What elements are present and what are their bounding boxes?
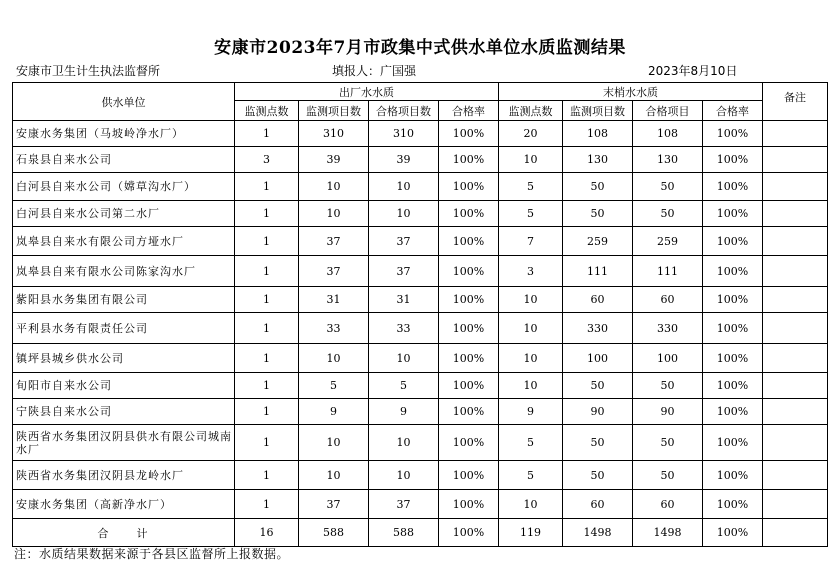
cell-e-rate: 100% bbox=[703, 313, 763, 344]
cell-e-pass: 108 bbox=[633, 121, 703, 147]
cell-e-rate: 100% bbox=[703, 519, 763, 547]
remarks-cell bbox=[763, 461, 828, 490]
remarks-cell bbox=[763, 490, 828, 519]
remarks-cell bbox=[763, 399, 828, 425]
cell-o-items: 10 bbox=[299, 173, 369, 201]
total-label: 合 计 bbox=[13, 519, 235, 547]
cell-o-points: 1 bbox=[235, 399, 299, 425]
remarks-cell bbox=[763, 373, 828, 399]
cell-e-points: 10 bbox=[499, 373, 563, 399]
cell-o-points: 1 bbox=[235, 373, 299, 399]
cell-e-pass: 50 bbox=[633, 201, 703, 227]
cell-o-points: 1 bbox=[235, 201, 299, 227]
cell-o-items: 5 bbox=[299, 373, 369, 399]
cell-o-pass: 10 bbox=[369, 173, 439, 201]
cell-e-items: 259 bbox=[563, 227, 633, 256]
cell-e-pass: 50 bbox=[633, 373, 703, 399]
table-row bbox=[13, 344, 828, 373]
cell-e-items: 50 bbox=[563, 461, 633, 490]
unit-name-cell: 岚皋县自来水有限公司方垭水厂 bbox=[13, 227, 235, 256]
col-header-outlet-items: 监测项目数 bbox=[299, 101, 369, 121]
cell-e-items: 50 bbox=[563, 201, 633, 227]
table-row bbox=[13, 490, 828, 519]
cell-o-rate: 100% bbox=[439, 173, 499, 201]
cell-o-pass: 10 bbox=[369, 461, 439, 490]
cell-e-points: 10 bbox=[499, 344, 563, 373]
cell-e-rate: 100% bbox=[703, 490, 763, 519]
cell-e-items: 100 bbox=[563, 344, 633, 373]
cell-o-rate: 100% bbox=[439, 344, 499, 373]
cell-e-rate: 100% bbox=[703, 227, 763, 256]
cell-o-pass: 10 bbox=[369, 344, 439, 373]
cell-e-rate: 100% bbox=[703, 373, 763, 399]
remarks-cell bbox=[763, 287, 828, 313]
cell-o-items: 9 bbox=[299, 399, 369, 425]
cell-e-rate: 100% bbox=[703, 256, 763, 287]
cell-o-items: 10 bbox=[299, 201, 369, 227]
remarks-cell bbox=[763, 344, 828, 373]
cell-e-items: 330 bbox=[563, 313, 633, 344]
unit-name-cell: 白河县自来水公司第二水厂 bbox=[13, 201, 235, 227]
table-row bbox=[13, 425, 828, 461]
unit-name-cell: 镇坪县城乡供水公司 bbox=[13, 344, 235, 373]
table-row bbox=[13, 256, 828, 287]
cell-e-pass: 60 bbox=[633, 490, 703, 519]
cell-o-rate: 100% bbox=[439, 519, 499, 547]
cell-o-rate: 100% bbox=[439, 147, 499, 173]
remarks-cell bbox=[763, 173, 828, 201]
cell-e-rate: 100% bbox=[703, 201, 763, 227]
header-row-groups bbox=[13, 83, 828, 101]
col-header-unit: 供水单位 bbox=[13, 83, 235, 121]
cell-e-rate: 100% bbox=[703, 425, 763, 461]
remarks-cell bbox=[763, 519, 828, 547]
table-row bbox=[13, 399, 828, 425]
cell-o-points: 1 bbox=[235, 173, 299, 201]
cell-e-rate: 100% bbox=[703, 121, 763, 147]
cell-e-points: 5 bbox=[499, 461, 563, 490]
cell-o-rate: 100% bbox=[439, 399, 499, 425]
cell-e-points: 5 bbox=[499, 173, 563, 201]
cell-e-pass: 60 bbox=[633, 287, 703, 313]
col-header-end-items: 监测项目数 bbox=[563, 101, 633, 121]
water-quality-table bbox=[12, 82, 828, 547]
cell-e-items: 50 bbox=[563, 373, 633, 399]
table-row bbox=[13, 201, 828, 227]
cell-e-points: 5 bbox=[499, 425, 563, 461]
table-row bbox=[13, 461, 828, 490]
col-header-end-rate: 合格率 bbox=[703, 101, 763, 121]
col-header-end-pass: 合格项目 bbox=[633, 101, 703, 121]
cell-e-items: 60 bbox=[563, 490, 633, 519]
footnote: 注：水质结果数据来源于各县区监督所上报数据。 bbox=[14, 547, 290, 561]
cell-o-pass: 37 bbox=[369, 490, 439, 519]
unit-name-cell: 白河县自来水公司（嫦草沟水厂） bbox=[13, 173, 235, 201]
cell-e-points: 3 bbox=[499, 256, 563, 287]
cell-o-points: 1 bbox=[235, 461, 299, 490]
col-header-outlet-rate: 合格率 bbox=[439, 101, 499, 121]
table-row bbox=[13, 287, 828, 313]
cell-o-points: 1 bbox=[235, 425, 299, 461]
cell-o-items: 310 bbox=[299, 121, 369, 147]
cell-e-items: 90 bbox=[563, 399, 633, 425]
cell-e-rate: 100% bbox=[703, 344, 763, 373]
remarks-cell bbox=[763, 121, 828, 147]
cell-o-items: 39 bbox=[299, 147, 369, 173]
unit-name-cell: 紫阳县水务集团有限公司 bbox=[13, 287, 235, 313]
cell-e-items: 108 bbox=[563, 121, 633, 147]
col-header-end: 末梢水水质 bbox=[499, 83, 763, 101]
cell-o-points: 1 bbox=[235, 344, 299, 373]
cell-o-rate: 100% bbox=[439, 256, 499, 287]
total-row bbox=[13, 519, 828, 547]
remarks-cell bbox=[763, 256, 828, 287]
cell-e-points: 10 bbox=[499, 313, 563, 344]
unit-name-cell: 平利县水务有限责任公司 bbox=[13, 313, 235, 344]
cell-e-items: 50 bbox=[563, 425, 633, 461]
cell-e-rate: 100% bbox=[703, 147, 763, 173]
cell-o-pass: 37 bbox=[369, 256, 439, 287]
cell-e-points: 5 bbox=[499, 201, 563, 227]
cell-e-points: 7 bbox=[499, 227, 563, 256]
unit-name-cell: 旬阳市自来水公司 bbox=[13, 373, 235, 399]
cell-o-rate: 100% bbox=[439, 490, 499, 519]
table-row bbox=[13, 373, 828, 399]
remarks-cell bbox=[763, 425, 828, 461]
table-row bbox=[13, 121, 828, 147]
remarks-cell bbox=[763, 201, 828, 227]
col-header-outlet: 出厂水水质 bbox=[235, 83, 499, 101]
col-header-end-points: 监测点数 bbox=[499, 101, 563, 121]
cell-e-rate: 100% bbox=[703, 461, 763, 490]
cell-o-points: 3 bbox=[235, 147, 299, 173]
remarks-cell bbox=[763, 147, 828, 173]
table-row bbox=[13, 173, 828, 201]
unit-name-cell: 石泉县自来水公司 bbox=[13, 147, 235, 173]
cell-o-pass: 5 bbox=[369, 373, 439, 399]
remarks-cell bbox=[763, 227, 828, 256]
cell-e-rate: 100% bbox=[703, 399, 763, 425]
cell-o-items: 10 bbox=[299, 344, 369, 373]
unit-name-cell: 陕西省水务集团汉阴县龙岭水厂 bbox=[13, 461, 235, 490]
cell-o-points: 1 bbox=[235, 256, 299, 287]
cell-o-points: 1 bbox=[235, 313, 299, 344]
cell-e-points: 10 bbox=[499, 490, 563, 519]
cell-e-items: 60 bbox=[563, 287, 633, 313]
cell-o-pass: 39 bbox=[369, 147, 439, 173]
cell-e-pass: 50 bbox=[633, 425, 703, 461]
unit-name-cell: 陕西省水务集团汉阴县供水有限公司城南水厂 bbox=[13, 425, 235, 461]
cell-o-items: 588 bbox=[299, 519, 369, 547]
table-row bbox=[13, 313, 828, 344]
cell-o-points: 1 bbox=[235, 121, 299, 147]
report-title: 安康市2023年7月市政集中式供水单位水质监测结果 bbox=[214, 38, 626, 58]
cell-e-pass: 90 bbox=[633, 399, 703, 425]
cell-o-pass: 10 bbox=[369, 425, 439, 461]
cell-e-pass: 50 bbox=[633, 173, 703, 201]
cell-e-rate: 100% bbox=[703, 173, 763, 201]
cell-e-points: 119 bbox=[499, 519, 563, 547]
cell-e-pass: 1498 bbox=[633, 519, 703, 547]
cell-o-pass: 31 bbox=[369, 287, 439, 313]
cell-e-items: 50 bbox=[563, 173, 633, 201]
cell-e-items: 111 bbox=[563, 256, 633, 287]
unit-name-cell: 安康水务集团（马坡岭净水厂） bbox=[13, 121, 235, 147]
cell-o-points: 1 bbox=[235, 287, 299, 313]
cell-e-pass: 130 bbox=[633, 147, 703, 173]
col-header-outlet-points: 监测点数 bbox=[235, 101, 299, 121]
cell-o-pass: 37 bbox=[369, 227, 439, 256]
cell-e-points: 9 bbox=[499, 399, 563, 425]
unit-name-cell: 安康水务集团（高新净水厂） bbox=[13, 490, 235, 519]
cell-o-rate: 100% bbox=[439, 227, 499, 256]
cell-o-items: 33 bbox=[299, 313, 369, 344]
report-date: 2023年8月10日 bbox=[648, 64, 738, 78]
cell-o-rate: 100% bbox=[439, 373, 499, 399]
cell-o-pass: 33 bbox=[369, 313, 439, 344]
remarks-cell bbox=[763, 313, 828, 344]
cell-e-rate: 100% bbox=[703, 287, 763, 313]
cell-e-pass: 330 bbox=[633, 313, 703, 344]
unit-name-cell: 宁陕县自来水公司 bbox=[13, 399, 235, 425]
cell-o-pass: 9 bbox=[369, 399, 439, 425]
cell-e-pass: 100 bbox=[633, 344, 703, 373]
cell-o-points: 1 bbox=[235, 227, 299, 256]
table-row bbox=[13, 227, 828, 256]
table-row bbox=[13, 147, 828, 173]
cell-o-items: 10 bbox=[299, 425, 369, 461]
reporter-label: 填报人：广国强 bbox=[332, 64, 417, 78]
cell-e-points: 20 bbox=[499, 121, 563, 147]
cell-o-rate: 100% bbox=[439, 461, 499, 490]
cell-e-pass: 259 bbox=[633, 227, 703, 256]
cell-o-pass: 10 bbox=[369, 201, 439, 227]
cell-o-items: 37 bbox=[299, 227, 369, 256]
cell-o-pass: 310 bbox=[369, 121, 439, 147]
cell-o-points: 1 bbox=[235, 490, 299, 519]
cell-e-items: 1498 bbox=[563, 519, 633, 547]
cell-e-points: 10 bbox=[499, 147, 563, 173]
cell-e-pass: 111 bbox=[633, 256, 703, 287]
col-header-remarks: 备注 bbox=[763, 83, 828, 121]
cell-o-points: 16 bbox=[235, 519, 299, 547]
cell-o-items: 31 bbox=[299, 287, 369, 313]
cell-o-rate: 100% bbox=[439, 287, 499, 313]
cell-o-items: 37 bbox=[299, 256, 369, 287]
cell-e-items: 130 bbox=[563, 147, 633, 173]
col-header-outlet-pass: 合格项目数 bbox=[369, 101, 439, 121]
cell-o-rate: 100% bbox=[439, 201, 499, 227]
cell-o-pass: 588 bbox=[369, 519, 439, 547]
cell-o-rate: 100% bbox=[439, 121, 499, 147]
agency-label: 安康市卫生计生执法监督所 bbox=[16, 64, 161, 78]
cell-e-pass: 50 bbox=[633, 461, 703, 490]
unit-name-cell: 岚皋县自来有限水公司陈家沟水厂 bbox=[13, 256, 235, 287]
cell-o-items: 37 bbox=[299, 490, 369, 519]
cell-o-items: 10 bbox=[299, 461, 369, 490]
cell-e-points: 10 bbox=[499, 287, 563, 313]
cell-o-rate: 100% bbox=[439, 425, 499, 461]
cell-o-rate: 100% bbox=[439, 313, 499, 344]
